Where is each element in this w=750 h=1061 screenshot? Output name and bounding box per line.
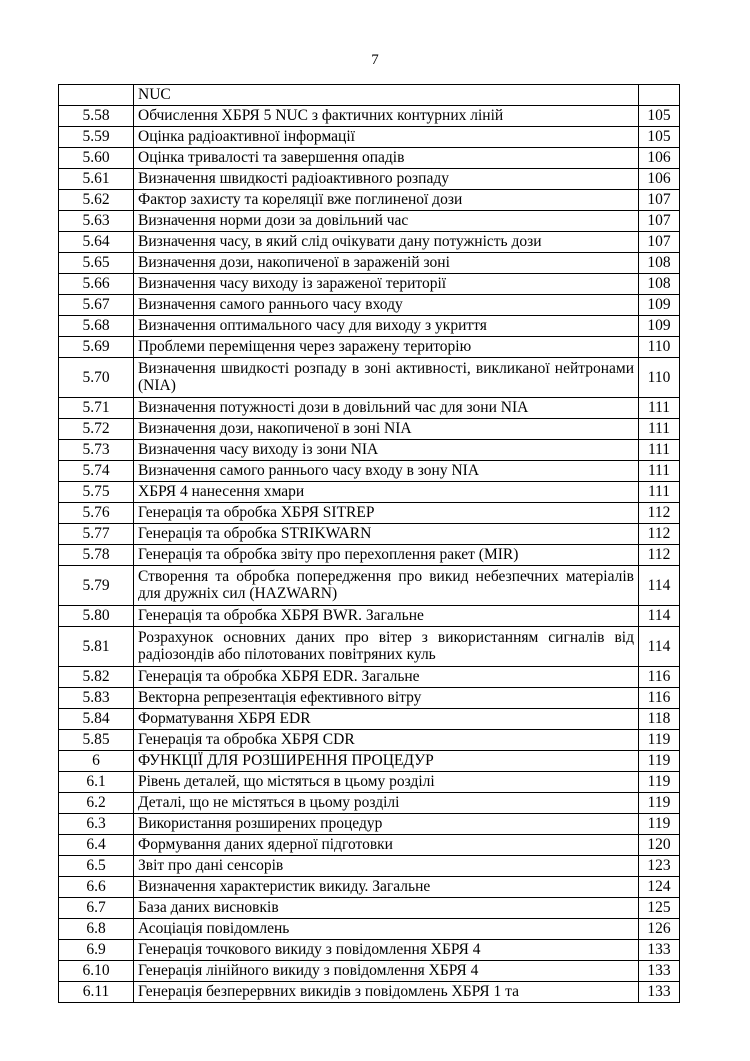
- page-reference: 133: [639, 961, 680, 982]
- page-reference: 133: [639, 982, 680, 1003]
- section-title: Рівень деталей, що містяться в цьому розділі: [134, 772, 639, 793]
- section-number: 6.5: [59, 856, 134, 877]
- toc-row: [59, 232, 680, 253]
- section-title: Визначення потужності дози в довільний час для зони NIA: [134, 398, 639, 419]
- page-reference: 112: [639, 503, 680, 524]
- section-number: 5.66: [59, 274, 134, 295]
- toc-row: [59, 398, 680, 419]
- toc-row: [59, 337, 680, 358]
- section-number: 5.69: [59, 337, 134, 358]
- section-number: 5.61: [59, 169, 134, 190]
- section-title: Визначення часу виходу із зони NIA: [134, 440, 639, 461]
- page-reference: 114: [639, 566, 680, 606]
- section-number: 5.79: [59, 566, 134, 606]
- toc-row: [59, 606, 680, 627]
- toc-row: [59, 793, 680, 814]
- page-reference: 109: [639, 295, 680, 316]
- section-title: Проблеми переміщення через заражену територію: [134, 337, 639, 358]
- page-reference: 133: [639, 940, 680, 961]
- page-reference: 106: [639, 148, 680, 169]
- section-number: 5.73: [59, 440, 134, 461]
- toc-row: [59, 419, 680, 440]
- toc-row: [59, 295, 680, 316]
- page-reference: 107: [639, 232, 680, 253]
- section-number: 6.11: [59, 982, 134, 1003]
- toc-row: [59, 627, 680, 667]
- toc-row: [59, 85, 680, 106]
- page-reference: 118: [639, 709, 680, 730]
- section-number: 6.3: [59, 814, 134, 835]
- toc-row: [59, 877, 680, 898]
- section-number: 5.71: [59, 398, 134, 419]
- page-reference: 110: [639, 358, 680, 398]
- page-reference: 111: [639, 398, 680, 419]
- section-number: 5.62: [59, 190, 134, 211]
- section-number: 5.77: [59, 524, 134, 545]
- page-reference: 111: [639, 482, 680, 503]
- section-number: 5.83: [59, 688, 134, 709]
- toc-row: [59, 253, 680, 274]
- section-title: Визначення швидкості розпаду в зоні активності, викликаної нейтронами (NIA): [134, 358, 639, 398]
- section-title: Деталі, що не містяться в цьому розділі: [134, 793, 639, 814]
- toc-row: [59, 919, 680, 940]
- section-title: Визначення дози, накопиченої в зараженій зоні: [134, 253, 639, 274]
- toc-row: [59, 127, 680, 148]
- section-number: 5.78: [59, 545, 134, 566]
- toc-row: [59, 316, 680, 337]
- toc-row: [59, 274, 680, 295]
- page-reference: 119: [639, 814, 680, 835]
- section-number: 5.72: [59, 419, 134, 440]
- page-reference: 123: [639, 856, 680, 877]
- section-title: Формування даних ядерної підготовки: [134, 835, 639, 856]
- page-reference: 119: [639, 751, 680, 772]
- section-title: ХБРЯ 4 нанесення хмари: [134, 482, 639, 503]
- section-title: Використання розширених процедур: [134, 814, 639, 835]
- section-title: Визначення самого раннього часу входу: [134, 295, 639, 316]
- section-number: 5.81: [59, 627, 134, 667]
- toc-row: [59, 709, 680, 730]
- section-number: 5.84: [59, 709, 134, 730]
- section-number: 5.60: [59, 148, 134, 169]
- section-title: Визначення норми дози за довільний час: [134, 211, 639, 232]
- page-reference: 105: [639, 106, 680, 127]
- section-number: 6.4: [59, 835, 134, 856]
- page-reference: 107: [639, 190, 680, 211]
- section-title: Визначення часу виходу із зараженої території: [134, 274, 639, 295]
- page-reference: 126: [639, 919, 680, 940]
- section-number: 5.63: [59, 211, 134, 232]
- toc-row: [59, 524, 680, 545]
- toc-row: [59, 814, 680, 835]
- section-title: Оцінка тривалості та завершення опадів: [134, 148, 639, 169]
- section-number: 6.8: [59, 919, 134, 940]
- section-number: 5.67: [59, 295, 134, 316]
- page-reference: 106: [639, 169, 680, 190]
- page-reference: 120: [639, 835, 680, 856]
- toc-row: [59, 503, 680, 524]
- section-title: Звіт про дані сенсорів: [134, 856, 639, 877]
- section-number: 6.6: [59, 877, 134, 898]
- section-number: 5.85: [59, 730, 134, 751]
- page-reference: 105: [639, 127, 680, 148]
- section-title: Визначення дози, накопиченої в зоні NIA: [134, 419, 639, 440]
- page-reference: 112: [639, 545, 680, 566]
- section-number: 5.58: [59, 106, 134, 127]
- page-reference: 116: [639, 667, 680, 688]
- page-reference: 119: [639, 730, 680, 751]
- toc-row: [59, 358, 680, 398]
- section-number: 6: [59, 751, 134, 772]
- section-title: Генерація та обробка ХБРЯ SITREP: [134, 503, 639, 524]
- section-number: 6.9: [59, 940, 134, 961]
- section-number: 5.76: [59, 503, 134, 524]
- page-reference: 119: [639, 793, 680, 814]
- section-title: Визначення оптимального часу для виходу з укриття: [134, 316, 639, 337]
- section-number: 5.82: [59, 667, 134, 688]
- section-number: 5.59: [59, 127, 134, 148]
- page-reference: 111: [639, 461, 680, 482]
- section-title: Генерація точкового викиду з повідомлення ХБРЯ 4: [134, 940, 639, 961]
- page-reference: 116: [639, 688, 680, 709]
- section-title: Генерація лінійного викиду з повідомлення ХБРЯ 4: [134, 961, 639, 982]
- toc-row: [59, 148, 680, 169]
- toc-row: [59, 440, 680, 461]
- page-reference: 114: [639, 627, 680, 667]
- section-number: 6.7: [59, 898, 134, 919]
- section-title: Визначення самого раннього часу входу в зону NIA: [134, 461, 639, 482]
- section-title: ФУНКЦІЇ ДЛЯ РОЗШИРЕННЯ ПРОЦЕДУР: [134, 751, 639, 772]
- section-title: NUC: [134, 85, 639, 106]
- section-title: Створення та обробка попередження про викид небезпечних матеріалів для дружніх сил (HAZWARN): [134, 566, 639, 606]
- toc-row: [59, 688, 680, 709]
- section-number: 5.65: [59, 253, 134, 274]
- toc-body: [59, 85, 680, 1003]
- page-reference: [639, 85, 680, 106]
- toc-row: [59, 106, 680, 127]
- page-reference: 111: [639, 419, 680, 440]
- section-number: [59, 85, 134, 106]
- toc-row: [59, 751, 680, 772]
- section-number: 6.2: [59, 793, 134, 814]
- section-title: База даних висновків: [134, 898, 639, 919]
- page-reference: 108: [639, 253, 680, 274]
- toc-row: [59, 856, 680, 877]
- toc-row: [59, 482, 680, 503]
- page-reference: 111: [639, 440, 680, 461]
- toc-row: [59, 898, 680, 919]
- section-title: Фактор захисту та кореляції вже поглиненої дози: [134, 190, 639, 211]
- page-reference: 108: [639, 274, 680, 295]
- page-reference: 109: [639, 316, 680, 337]
- toc-row: [59, 211, 680, 232]
- toc-row: [59, 835, 680, 856]
- section-title: Генерація та обробка ХБРЯ EDR. Загальне: [134, 667, 639, 688]
- section-number: 6.10: [59, 961, 134, 982]
- section-title: Обчислення ХБРЯ 5 NUC з фактичних контурних ліній: [134, 106, 639, 127]
- section-title: Генерація та обробка ХБРЯ CDR: [134, 730, 639, 751]
- page-reference: 110: [639, 337, 680, 358]
- section-title: Оцінка радіоактивної інформації: [134, 127, 639, 148]
- section-title: Форматування ХБРЯ EDR: [134, 709, 639, 730]
- toc-row: [59, 566, 680, 606]
- section-title: Визначення швидкості радіоактивного розпаду: [134, 169, 639, 190]
- page-number: 7: [371, 52, 379, 68]
- toc-row: [59, 461, 680, 482]
- toc-row: [59, 730, 680, 751]
- toc-row: [59, 545, 680, 566]
- toc-row: [59, 982, 680, 1003]
- section-title: Визначення характеристик викиду. Загальне: [134, 877, 639, 898]
- page-reference: 125: [639, 898, 680, 919]
- page-reference: 112: [639, 524, 680, 545]
- section-number: 5.64: [59, 232, 134, 253]
- section-title: Генерація та обробка ХБРЯ BWR. Загальне: [134, 606, 639, 627]
- page-reference: 119: [639, 772, 680, 793]
- section-number: 5.80: [59, 606, 134, 627]
- section-number: 5.74: [59, 461, 134, 482]
- section-title: Асоціація повідомлень: [134, 919, 639, 940]
- section-title: Розрахунок основних даних про вітер з використанням сигналів від радіозондів або пілотованих повітряних куль: [134, 627, 639, 667]
- toc-row: [59, 667, 680, 688]
- page-reference: 114: [639, 606, 680, 627]
- section-title: Генерація та обробка STRIKWARN: [134, 524, 639, 545]
- section-title: Генерація та обробка звіту про перехоплення ракет (MIR): [134, 545, 639, 566]
- page-reference: 124: [639, 877, 680, 898]
- toc-row: [59, 190, 680, 211]
- toc-row: [59, 961, 680, 982]
- toc-row: [59, 169, 680, 190]
- toc-row: [59, 940, 680, 961]
- toc-row: [59, 772, 680, 793]
- table-of-contents: [58, 84, 680, 1003]
- page-reference: 107: [639, 211, 680, 232]
- section-number: 5.68: [59, 316, 134, 337]
- section-number: 5.70: [59, 358, 134, 398]
- section-title: Генерація безперервних викидів з повідомлень ХБРЯ 1 та: [134, 982, 639, 1003]
- section-title: Векторна репрезентація ефективного вітру: [134, 688, 639, 709]
- section-number: 5.75: [59, 482, 134, 503]
- section-title: Визначення часу, в який слід очікувати дану потужність дози: [134, 232, 639, 253]
- section-number: 6.1: [59, 772, 134, 793]
